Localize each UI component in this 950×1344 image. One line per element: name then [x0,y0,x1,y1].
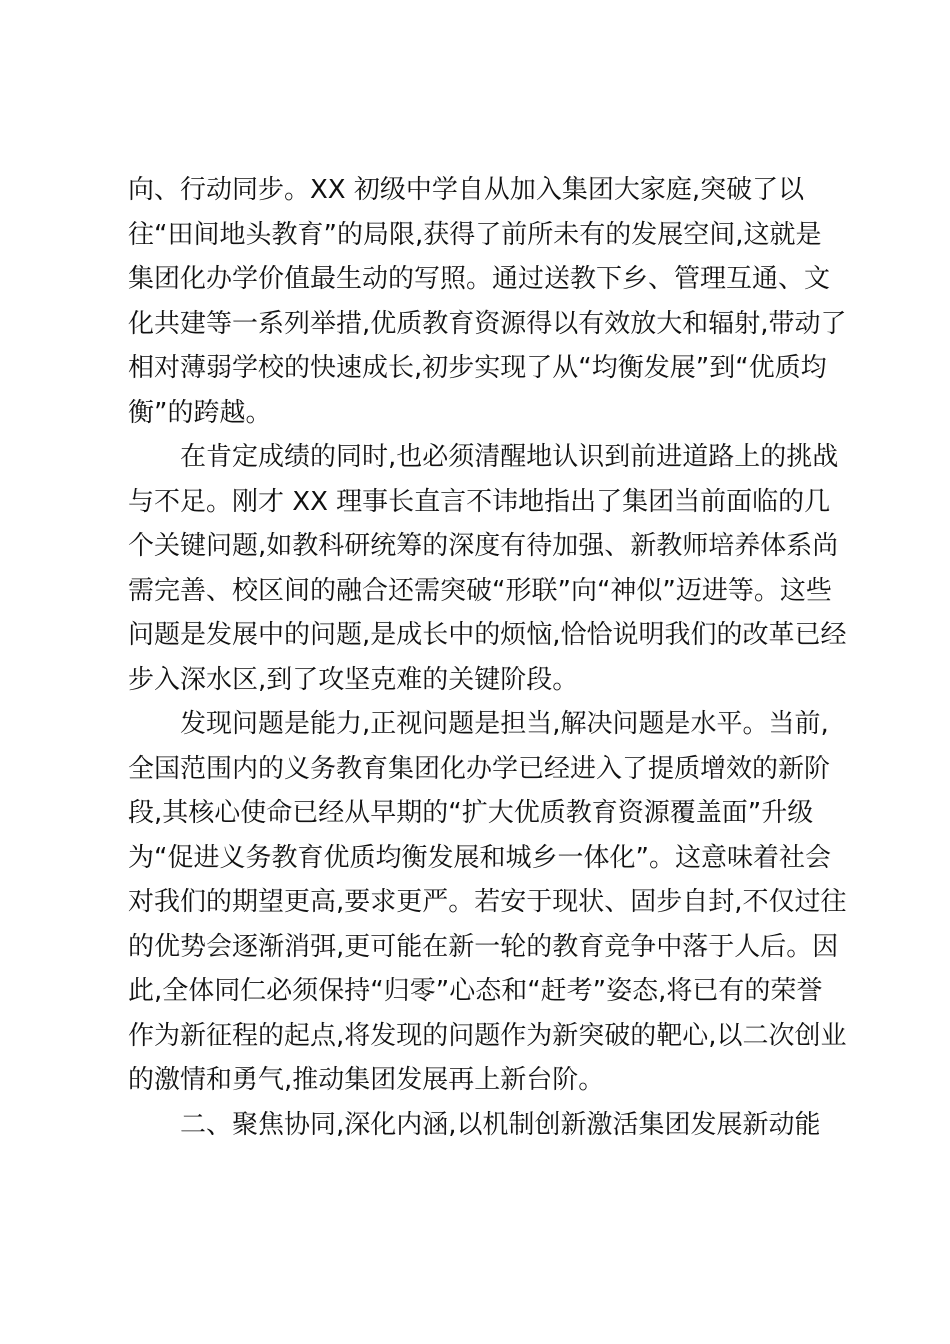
text-line: 需完善、校区间的融合还需突破“形联”向“神似”迈进等。这些 [128,575,832,606]
document-body [128,168,847,1147]
text-line: 此,全体同仁必须保持“归零”心态和“赶考”姿态,将已有的荣誉 [128,976,823,1006]
text-line: 向、行动同步。XX 初级中学自从加入集团大家庭,突破了以 [128,175,805,205]
text-line: 对我们的期望更高,要求更严。若安于现状、固步自封,不仅过往 [128,887,847,917]
text-line: 步入深水区,到了攻坚克难的关键阶段。 [128,664,579,695]
section-heading: 二、聚焦协同,深化内涵,以机制创新激活集团发展新动能 [180,1109,821,1140]
text-line: 段,其核心使命已经从早期的“扩大优质教育资源覆盖面”升级 [128,798,814,828]
text-line: 化共建等一系列举措,优质教育资源得以有效放大和辐射,带动了 [128,308,847,339]
text-line: 个关键问题,如教科研统筹的深度有待加强、新教师培养体系尚 [128,531,839,561]
text-line: 全国范围内的义务教育集团化办学已经进入了提质增效的新阶 [128,753,831,784]
text-line: 相对薄弱学校的快速成长,初步实现了从“均衡发展”到“优质均 [128,353,827,383]
text-line: 与不足。刚才 XX 理事长直言不讳地指出了集团当前面临的几 [128,486,831,517]
text-line: 问题是发展中的问题,是成长中的烦恼,恰恰说明我们的改革已经 [128,620,847,650]
text-line: 作为新征程的起点,将发现的问题作为新突破的靶心,以二次创业 [128,1020,847,1051]
text-line: 为“促进义务教育优质均衡发展和城乡一体化”。这意味着社会 [128,842,831,873]
text-line: 衡”的跨越。 [128,397,272,428]
text-line: 的激情和勇气,推动集团发展再上新台阶。 [128,1065,605,1095]
paragraph-start-line: 发现问题是能力,正视问题是担当,解决问题是水平。当前, [180,709,829,739]
text-line: 的优势会逐渐消弭,更可能在新一轮的教育竞争中落于人后。因 [128,931,839,962]
text-line: 往“田间地头教育”的局限,获得了前所未有的发展空间,这就是 [128,219,822,250]
paragraph-start-line: 在肯定成绩的同时,也必须清醒地认识到前进道路上的挑战 [180,442,839,472]
text-line: 集团化办学价值最生动的写照。通过送教下乡、管理互通、文 [128,264,831,294]
